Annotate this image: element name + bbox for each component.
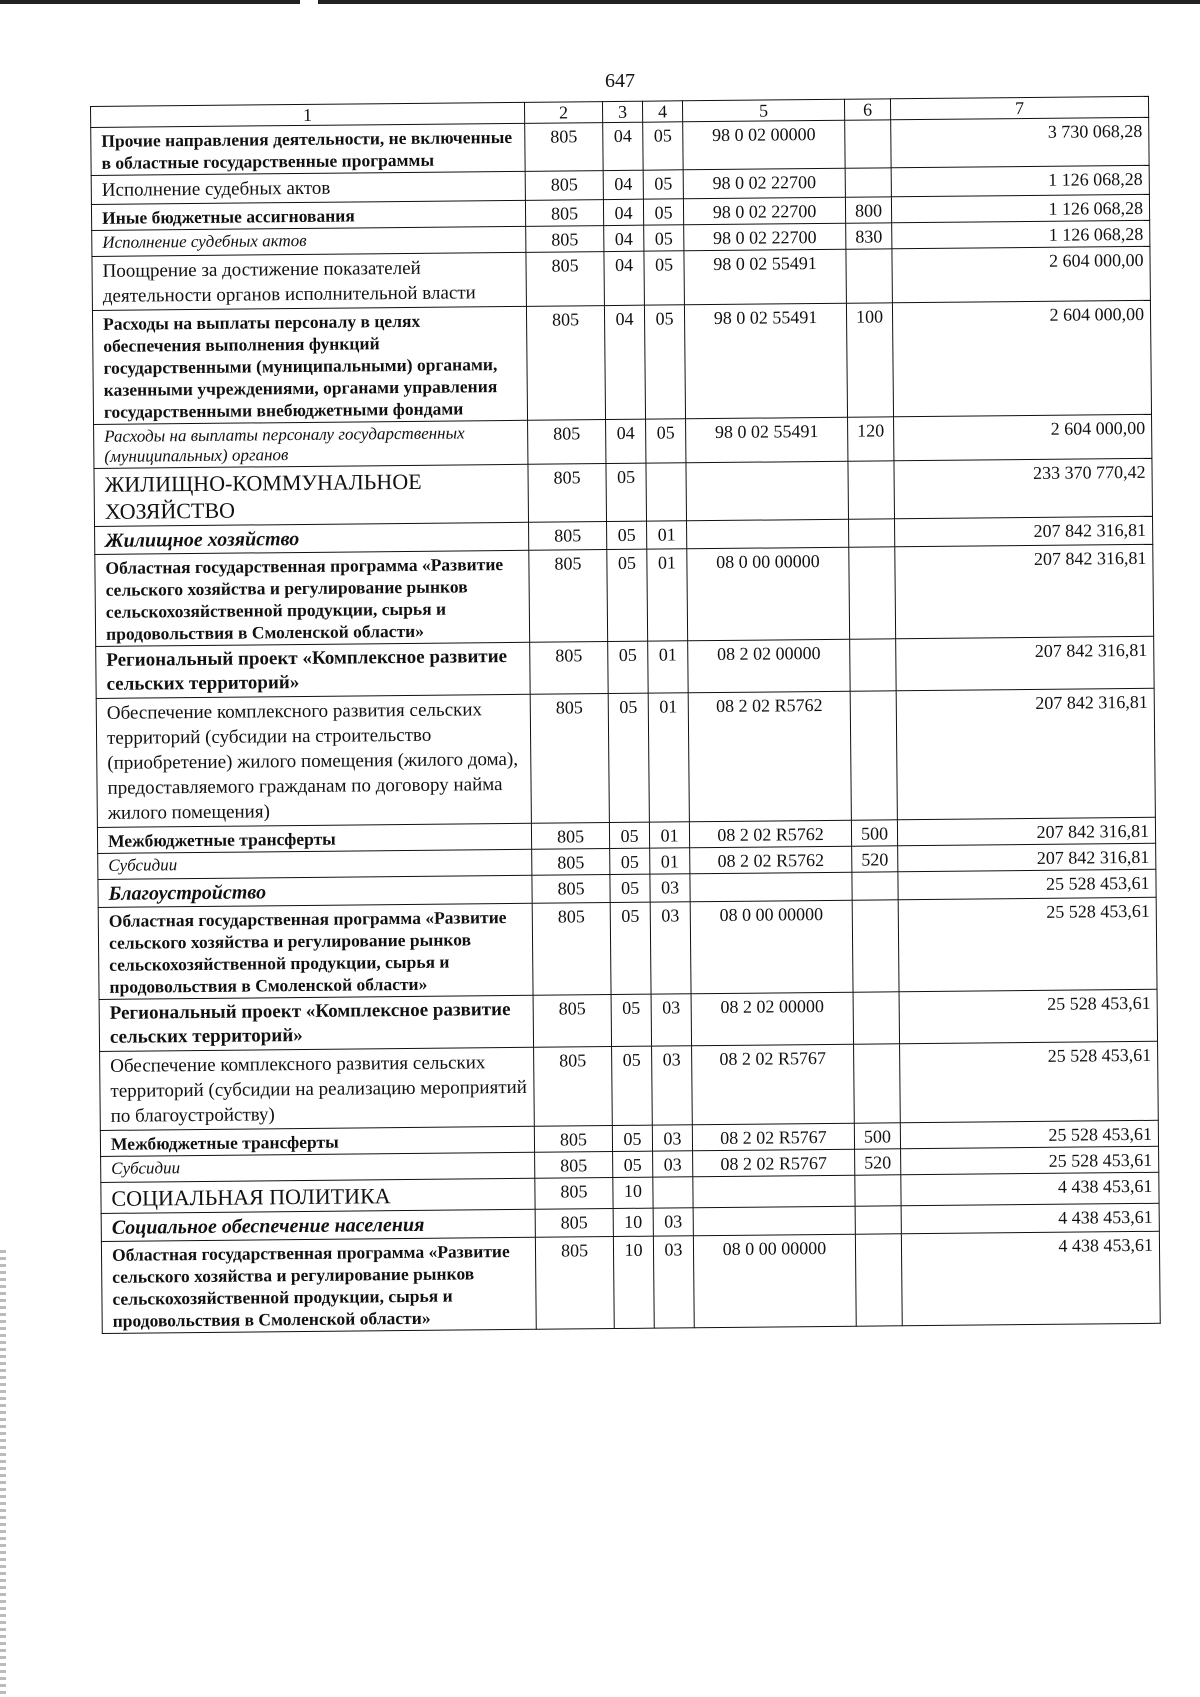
row-amount-cell: 25 528 453,61 [899, 989, 1157, 1043]
page-number: 647 [605, 70, 635, 92]
row-section-cell: 04 [604, 305, 645, 419]
row-expense-type-cell [845, 120, 891, 168]
row-subsection-cell: 01 [650, 848, 690, 874]
row-subsection-cell: 05 [644, 305, 685, 419]
row-expense-type-cell: 830 [846, 223, 892, 249]
row-target-article-cell: 08 2 02 R5767 [692, 1123, 854, 1151]
row-name-cell: Субсидии [98, 849, 532, 879]
row-amount-cell: 3 730 068,28 [891, 117, 1149, 167]
row-subsection-cell [646, 463, 687, 521]
row-amount-cell: 4 438 453,61 [901, 1231, 1160, 1325]
row-expense-type-cell [846, 249, 893, 303]
row-amount-cell: 25 528 453,61 [901, 1146, 1159, 1174]
row-subsection-cell: 03 [653, 1236, 694, 1328]
budget-table-body [91, 96, 1161, 1333]
row-amount-cell: 1 126 068,28 [891, 165, 1149, 196]
row-target-article-cell [690, 872, 852, 902]
row-expense-type-cell [849, 547, 896, 639]
row-expense-type-cell [855, 1175, 901, 1206]
header-cell-2: 2 [524, 102, 602, 124]
row-subsection-cell: 05 [643, 122, 683, 170]
row-code-cell: 805 [530, 694, 609, 824]
row-subsection-cell: 05 [644, 251, 685, 305]
row-target-article-cell: 98 0 02 00000 [683, 120, 845, 170]
row-target-article-cell: 98 0 02 55491 [686, 417, 848, 463]
row-section-cell: 05 [607, 521, 647, 549]
row-code-cell: 805 [529, 550, 608, 643]
row-expense-type-cell: 120 [848, 417, 894, 461]
row-amount-cell: 207 842 316,81 [896, 636, 1154, 690]
row-target-article-cell: 98 0 02 55491 [684, 249, 847, 305]
row-target-article-cell: 08 2 02 00000 [688, 639, 850, 693]
budget-table [90, 96, 1161, 1334]
row-target-article-cell: 08 0 00 00000 [687, 547, 850, 641]
table-row [92, 300, 1151, 424]
row-code-cell: 805 [531, 823, 609, 850]
row-name-cell: Расходы на выплаты персоналу государственных (муниципальных) органов [94, 420, 528, 468]
row-amount-cell: 1 126 068,28 [891, 194, 1149, 222]
row-subsection-cell: 03 [652, 1046, 693, 1125]
row-name-cell: ЖИЛИЩНО-КОММУНАЛЬНОЕ ХОЗЯЙСТВО [94, 464, 529, 526]
table-row [96, 688, 1155, 827]
row-target-article-cell: 98 0 02 55491 [684, 303, 847, 419]
header-cell-4: 4 [642, 101, 682, 122]
row-code-cell: 805 [525, 171, 603, 201]
row-amount-cell: 2 604 000,00 [894, 414, 1152, 460]
header-cell-5: 5 [682, 99, 844, 122]
row-subsection-cell: 03 [650, 874, 690, 902]
row-name-cell: Иные бюджетные ассигнования [91, 200, 525, 230]
row-amount-cell: 4 438 453,61 [901, 1172, 1159, 1205]
scan-border-top [0, 0, 1200, 4]
row-section-cell: 04 [604, 225, 644, 251]
row-expense-type-cell [848, 461, 895, 519]
table-row [94, 458, 1153, 526]
row-section-cell: 10 [613, 1208, 653, 1236]
row-target-article-cell: 08 2 02 R5762 [690, 846, 852, 874]
row-amount-cell: 25 528 453,61 [898, 869, 1156, 899]
row-code-cell: 805 [535, 1152, 613, 1179]
row-section-cell: 05 [608, 693, 649, 822]
row-name-cell: Областная государственная программа «Развитие сельского хозяйства и регулирование рынков сельскохозяйственной продукции, сырья и продовольствия в Смоленской области» [101, 1237, 536, 1333]
row-section-cell: 04 [603, 122, 643, 170]
row-target-article-cell: 08 2 02 R5762 [689, 820, 851, 848]
row-target-article-cell: 08 2 02 R5767 [692, 1044, 855, 1125]
row-name-cell: Поощрение за достижение показателей деятельности органов исполнительной власти [92, 252, 526, 310]
row-section-cell: 04 [603, 199, 643, 225]
row-subsection-cell [653, 1177, 693, 1208]
row-subsection-cell: 01 [647, 549, 688, 641]
row-section-cell: 05 [609, 822, 649, 848]
row-section-cell: 05 [612, 1125, 652, 1151]
row-section-cell: 04 [604, 251, 645, 305]
row-subsection-cell: 01 [649, 822, 689, 848]
row-subsection-cell: 05 [643, 199, 683, 225]
row-code-cell: 805 [532, 849, 610, 876]
row-subsection-cell: 03 [653, 1208, 693, 1236]
row-name-cell: Региональный проект «Комплексное развитие сельских территорий» [99, 995, 533, 1051]
budget-table-container [90, 96, 1160, 1334]
row-amount-cell: 2 604 000,00 [892, 300, 1151, 416]
row-section-cell: 05 [611, 994, 651, 1046]
row-name-cell: Обеспечение комплексного развития сельских территорий (субсидии на реализацию мероприятий по благоустройству) [100, 1047, 535, 1130]
row-name-cell: Жилищное хозяйство [95, 522, 529, 554]
row-code-cell: 805 [533, 995, 611, 1048]
row-subsection-cell: 01 [648, 693, 689, 822]
row-amount-cell: 233 370 770,42 [894, 458, 1153, 518]
row-target-article-cell [686, 461, 849, 521]
row-name-cell: Областная государственная программа «Развитие сельского хозяйства и регулирование рынков сельскохозяйственной продукции, сырья и продовольствия в Смоленской области» [95, 550, 530, 646]
row-expense-type-cell [850, 639, 896, 691]
row-name-cell: Региональный проект «Комплексное развитие сельских территорий» [96, 642, 530, 698]
row-name-cell: Прочие направления деятельности, не включенные в областные государственные программы [91, 123, 525, 175]
row-expense-type-cell: 100 [846, 303, 893, 417]
row-section-cell: 05 [610, 848, 650, 874]
row-target-article-cell [687, 519, 849, 549]
header-cell-6: 6 [844, 99, 890, 120]
row-code-cell: 805 [535, 1237, 614, 1330]
row-subsection-cell: 05 [643, 170, 683, 199]
row-code-cell: 805 [528, 464, 607, 523]
row-name-cell: Областная государственная программа «Развитие сельского хозяйства и регулирование рынков сельскохозяйственной продукции, сырья и продовольствия в Смоленской области» [98, 903, 533, 999]
row-expense-type-cell [845, 168, 891, 197]
row-target-article-cell: 08 2 02 R5762 [688, 691, 851, 822]
row-subsection-cell: 03 [652, 1125, 692, 1151]
row-expense-type-cell [852, 900, 899, 992]
row-target-article-cell: 98 0 02 22700 [683, 168, 845, 199]
row-code-cell: 805 [528, 420, 606, 465]
row-name-cell: Межбюджетные трансферты [97, 823, 531, 853]
row-name-cell: Исполнение судебных актов [91, 171, 525, 204]
row-section-cell: 04 [606, 419, 646, 463]
row-amount-cell: 207 842 316,81 [896, 688, 1155, 819]
row-subsection-cell: 05 [644, 225, 684, 251]
row-expense-type-cell: 520 [852, 846, 898, 872]
row-code-cell: 805 [526, 306, 605, 421]
row-expense-type-cell [849, 519, 895, 547]
row-target-article-cell: 08 2 02 R5767 [693, 1149, 855, 1177]
row-section-cell: 10 [613, 1236, 654, 1328]
row-section-cell: 05 [613, 1151, 653, 1177]
row-expense-type-cell: 520 [855, 1149, 901, 1175]
row-name-cell: Субсидии [101, 1152, 535, 1182]
scan-border-gap [300, 0, 318, 4]
row-amount-cell: 25 528 453,61 [900, 1041, 1159, 1122]
row-code-cell: 805 [526, 252, 605, 307]
row-name-cell: Социальное обеспечение населения [101, 1209, 535, 1241]
row-expense-type-cell: 800 [845, 197, 891, 223]
row-section-cell: 05 [610, 902, 651, 994]
scan-edge-artifact [0, 1250, 6, 1697]
row-code-cell: 805 [534, 1047, 613, 1127]
row-code-cell: 805 [532, 875, 610, 904]
row-expense-type-cell [853, 992, 899, 1044]
row-expense-type-cell: 500 [854, 1123, 900, 1149]
row-target-article-cell: 08 2 02 00000 [691, 992, 853, 1046]
row-name-cell: СОЦИАЛЬНАЯ ПОЛИТИКА [101, 1178, 535, 1213]
row-target-article-cell: 98 0 02 22700 [684, 223, 846, 251]
row-code-cell: 805 [534, 1126, 612, 1153]
row-section-cell: 05 [608, 641, 648, 693]
row-amount-cell: 1 126 068,28 [892, 220, 1150, 248]
row-amount-cell: 207 842 316,81 [898, 843, 1156, 871]
row-subsection-cell: 03 [653, 1151, 693, 1177]
row-expense-type-cell [852, 872, 898, 900]
row-code-cell: 805 [525, 200, 603, 227]
row-section-cell: 05 [607, 549, 648, 641]
row-expense-type-cell [850, 691, 897, 820]
row-amount-cell: 207 842 316,81 [897, 817, 1155, 845]
row-expense-type-cell [854, 1044, 901, 1123]
row-target-article-cell [693, 1206, 855, 1236]
row-target-article-cell [693, 1175, 855, 1208]
row-name-cell: Обеспечение комплексного развития сельских территорий (субсидии на строительство (приобретение) жилого помещения (жилого дома), предоставляемого гражданам по договору найма жилого помещения) [96, 694, 531, 827]
row-code-cell: 805 [525, 123, 603, 172]
row-name-cell: Исполнение судебных актов [92, 226, 526, 256]
header-cell-3: 3 [602, 101, 642, 122]
table-row [95, 544, 1154, 646]
table-row [101, 1231, 1160, 1333]
row-target-article-cell: 08 0 00 00000 [690, 900, 853, 994]
row-amount-cell: 25 528 453,61 [900, 1120, 1158, 1148]
row-subsection-cell: 03 [650, 902, 691, 994]
row-code-cell: 805 [532, 903, 611, 996]
row-name-cell: Благоустройство [98, 875, 532, 907]
row-subsection-cell: 03 [651, 994, 691, 1046]
row-subsection-cell: 01 [647, 521, 687, 549]
row-section-cell: 04 [603, 170, 643, 199]
header-cell-1: 1 [91, 102, 525, 127]
row-name-cell: Межбюджетные трансферты [100, 1126, 534, 1156]
row-subsection-cell: 01 [648, 641, 688, 693]
row-section-cell: 05 [606, 463, 647, 521]
row-expense-type-cell [855, 1206, 901, 1234]
header-cell-7: 7 [890, 96, 1148, 119]
row-section-cell: 05 [612, 1046, 653, 1125]
table-row [100, 1041, 1159, 1130]
row-target-article-cell: 98 0 02 22700 [683, 197, 845, 225]
row-code-cell: 805 [529, 522, 607, 551]
row-amount-cell: 2 604 000,00 [892, 246, 1151, 302]
row-target-article-cell: 08 0 00 00000 [693, 1234, 856, 1328]
row-amount-cell: 207 842 316,81 [895, 544, 1154, 638]
row-section-cell: 05 [610, 874, 650, 902]
table-row [98, 897, 1157, 999]
row-amount-cell: 207 842 316,81 [894, 516, 1152, 546]
row-subsection-cell: 05 [646, 419, 686, 463]
row-name-cell: Расходы на выплаты персоналу в целях обеспечения выполнения функций государственными (муниципальными) органами, казенными учреждениями, органами управления государственными внебюджетными фондами [92, 306, 527, 424]
row-amount-cell: 4 438 453,61 [901, 1203, 1159, 1233]
row-code-cell: 805 [530, 642, 608, 695]
row-amount-cell: 25 528 453,61 [898, 897, 1157, 991]
row-code-cell: 805 [535, 1178, 613, 1210]
row-section-cell: 10 [613, 1177, 653, 1208]
row-expense-type-cell: 500 [851, 820, 897, 846]
row-code-cell: 805 [535, 1209, 613, 1238]
row-code-cell: 805 [526, 226, 604, 253]
row-expense-type-cell [855, 1234, 902, 1326]
